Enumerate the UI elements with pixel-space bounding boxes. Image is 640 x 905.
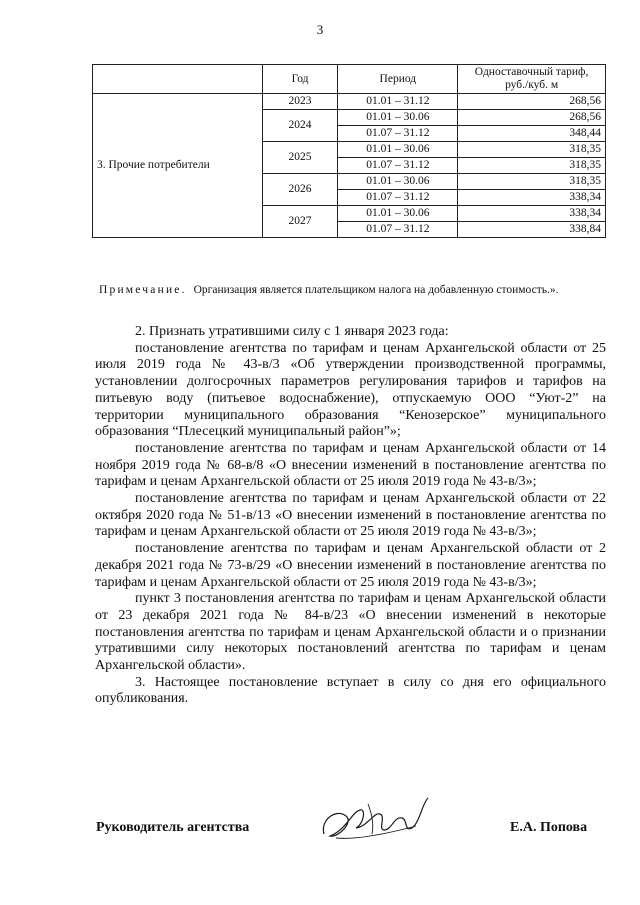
signatory-name: Е.А. Попова	[510, 820, 588, 835]
period-cell: 01.01 – 30.06	[338, 110, 458, 126]
paragraph: постановление агентства по тарифам и ценам Архангельской области от 14 ноября 2019 года № 68-в/8 «О внесении изменений в постановление агентства по тарифам и ценам Архангельской области от 25 июля 2019 года № 43-в/3»;	[95, 440, 606, 490]
note-label: Примечание.	[99, 284, 187, 296]
period-cell: 01.07 – 31.12	[338, 190, 458, 206]
note-text: Организация является плательщиком налога на добавленную стоимость.».	[193, 284, 559, 296]
consumer-cell: 3. Прочие потребители	[93, 94, 263, 238]
table-note	[99, 283, 607, 297]
period-cell: 01.07 – 31.12	[338, 158, 458, 174]
tariff-cell: 268,56	[458, 110, 606, 126]
handwritten-signature	[316, 790, 436, 850]
header-period: Период	[338, 65, 458, 94]
tariff-table	[92, 64, 606, 238]
tariff-cell: 268,56	[458, 94, 606, 110]
tariff-cell: 318,35	[458, 142, 606, 158]
period-cell: 01.01 – 31.12	[338, 94, 458, 110]
tariff-cell: 348,44	[458, 126, 606, 142]
paragraph: постановление агентства по тарифам и ценам Архангельской области от 25 июля 2019 года № 43-в/3 «Об утверждении производственной программы, установлении долгосрочных параметров регулирования тарифов и тарифов на питьевую воду (питьевое водоснабжение), отпускаемую ООО “Уют-2” на территории муниципального образования “Кенозерское” муниципального образования “Плесецкий муниципальный район”»;	[95, 340, 606, 440]
paragraph: 3. Настоящее постановление вступает в силу со дня его официального опубликования.	[95, 674, 606, 707]
paragraph: постановление агентства по тарифам и ценам Архангельской области от 22 октября 2020 года № 51-в/13 «О внесении изменений в постановление агентства по тарифам и ценам Архангельской области от 25 июля 2019 года № 43-в/3»;	[95, 491, 606, 540]
period-cell: 01.07 – 31.12	[338, 222, 458, 238]
tariff-cell: 338,84	[458, 222, 606, 238]
table-row	[93, 94, 606, 110]
year-cell: 2025	[262, 142, 338, 174]
year-cell: 2023	[262, 94, 338, 110]
paragraph: пункт 3 постановления агентства по тарифам и ценам Архангельской области от 23 декабря 2021 года № 84-в/23 «О внесении изменений в некоторые постановления агентства по тарифам и ценам Архангельской области и о признании утратившими силу некоторых постановлений агентства по тарифам и ценам Архангельской области».	[95, 591, 606, 674]
year-cell: 2026	[262, 174, 338, 206]
period-cell: 01.01 – 30.06	[338, 206, 458, 222]
tariff-cell: 338,34	[458, 206, 606, 222]
header-year: Год	[262, 65, 338, 94]
page-number: 3	[316, 22, 324, 37]
period-cell: 01.07 – 31.12	[338, 126, 458, 142]
table-header-row	[93, 65, 606, 94]
tariff-cell: 318,35	[458, 158, 606, 174]
paragraph: постановление агентства по тарифам и ценам Архангельской области от 2 декабря 2021 года № 73-в/29 «О внесении изменений в постановление агентства по тарифам и ценам Архангельской области от 25 июля 2019 года № 43-в/3»;	[95, 541, 606, 590]
period-cell: 01.01 – 30.06	[338, 142, 458, 158]
signatory-position: Руководитель агентства	[96, 820, 250, 835]
header-tariff: Одноставочный тариф, руб./куб. м	[458, 65, 606, 94]
tariff-cell: 318,35	[458, 174, 606, 190]
tariff-cell: 338,34	[458, 190, 606, 206]
resolution-body	[95, 324, 606, 708]
header-empty	[93, 65, 263, 94]
year-cell: 2027	[262, 206, 338, 238]
period-cell: 01.01 – 30.06	[338, 174, 458, 190]
paragraph: 2. Признать утратившими силу с 1 января 2023 года:	[135, 324, 449, 339]
year-cell: 2024	[262, 110, 338, 142]
